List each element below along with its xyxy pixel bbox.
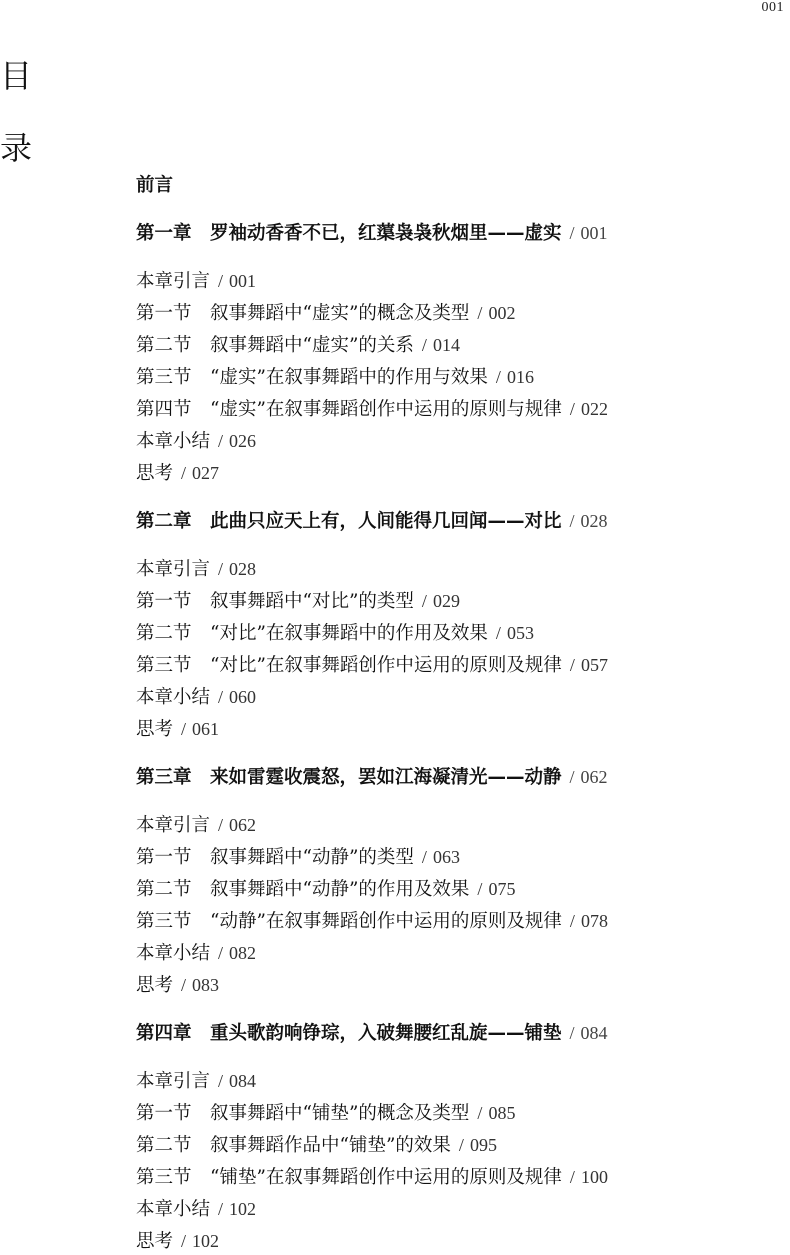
entry-title: 第一节 叙事舞蹈中“动静”的类型 [136, 847, 414, 868]
toc-entry[interactable] [136, 396, 608, 423]
toc-chapter-3[interactable] [136, 764, 608, 791]
page-ref: 102 [229, 1199, 257, 1219]
entry-title: 本章小结 [136, 431, 211, 452]
page-ref: 062 [580, 767, 608, 787]
page-ref: 016 [506, 367, 534, 387]
toc-entry[interactable] [136, 364, 534, 391]
toc-chapter-4[interactable] [136, 1020, 608, 1047]
page-ref: 102 [192, 1231, 220, 1251]
page-ref: 014 [432, 335, 460, 355]
entry-title: 第一节 叙事舞蹈中“铺垫”的概念及类型 [136, 1103, 470, 1124]
separator: / [218, 559, 224, 579]
entry-title: 思考 [136, 1231, 174, 1252]
toc-entry[interactable] [136, 876, 515, 903]
separator: / [421, 847, 427, 867]
separator: / [218, 1071, 224, 1091]
separator: / [458, 1135, 464, 1155]
chapter-title: 第四章 重头歌韵响铮琮，入破舞腰红乱旋——铺垫 [136, 1023, 562, 1044]
toc-heading-char-1: 目 [0, 57, 33, 95]
separator: / [218, 271, 224, 291]
separator: / [569, 511, 575, 531]
page-ref: 082 [229, 943, 257, 963]
page-ref: 002 [488, 303, 516, 323]
toc-entry[interactable] [136, 460, 219, 487]
toc-entry[interactable] [136, 812, 256, 839]
entry-title: 本章小结 [136, 1199, 211, 1220]
toc-entry[interactable] [136, 1100, 515, 1127]
toc-entry[interactable] [136, 652, 608, 679]
separator: / [569, 767, 575, 787]
page-ref: 095 [469, 1135, 497, 1155]
page-ref: 027 [192, 463, 220, 483]
separator: / [495, 623, 501, 643]
page-ref: 057 [580, 655, 608, 675]
separator: / [569, 399, 575, 419]
page-ref: 075 [488, 879, 516, 899]
entry-title: 本章引言 [136, 271, 211, 292]
toc-entry[interactable] [136, 940, 256, 967]
toc-entry[interactable] [136, 588, 460, 615]
separator: / [421, 335, 427, 355]
entry-title: 第四节 “虚实”在叙事舞蹈创作中运用的原则与规律 [136, 399, 562, 420]
page-ref: 061 [192, 719, 220, 739]
separator: / [218, 1199, 224, 1219]
page-ref: 028 [580, 511, 608, 531]
toc-entry[interactable] [136, 268, 256, 295]
toc-entry[interactable] [136, 972, 219, 999]
toc-entry[interactable] [136, 1132, 497, 1159]
toc-entry[interactable] [136, 300, 515, 327]
page-ref: 062 [229, 815, 257, 835]
page-ref: 063 [432, 847, 460, 867]
toc-entry[interactable] [136, 716, 219, 743]
separator: / [218, 431, 224, 451]
toc-entry[interactable] [136, 908, 608, 935]
entry-title: 第一节 叙事舞蹈中“对比”的类型 [136, 591, 414, 612]
entry-title: 第三节 “动静”在叙事舞蹈创作中运用的原则及规律 [136, 911, 562, 932]
separator: / [477, 879, 483, 899]
separator: / [218, 687, 224, 707]
entry-title: 思考 [136, 975, 174, 996]
toc-preface-title: 前言 [136, 175, 174, 196]
entry-title: 本章小结 [136, 943, 211, 964]
page-ref: 001 [229, 271, 257, 291]
toc-entry[interactable] [136, 1164, 608, 1191]
separator: / [181, 463, 187, 483]
entry-title: 第二节 叙事舞蹈作品中“铺垫”的效果 [136, 1135, 451, 1156]
toc-heading-char-2: 录 [0, 129, 33, 167]
entry-title: 第三节 “虚实”在叙事舞蹈中的作用与效果 [136, 367, 488, 388]
page-ref: 028 [229, 559, 257, 579]
page-ref: 029 [432, 591, 460, 611]
page-ref: 084 [580, 1023, 608, 1043]
separator: / [218, 943, 224, 963]
page-ref: 084 [229, 1071, 257, 1091]
separator: / [495, 367, 501, 387]
toc-preface[interactable] [136, 172, 173, 199]
toc-entry[interactable] [136, 332, 460, 359]
toc-entry[interactable] [136, 556, 256, 583]
page-ref: 078 [580, 911, 608, 931]
page-ref: 100 [580, 1167, 608, 1187]
toc-entry[interactable] [136, 620, 534, 647]
separator: / [181, 719, 187, 739]
entry-title: 第三节 “对比”在叙事舞蹈创作中运用的原则及规律 [136, 655, 562, 676]
chapter-title: 第二章 此曲只应天上有，人间能得几回闻——对比 [136, 511, 562, 532]
page-ref: 001 [580, 223, 608, 243]
separator: / [569, 223, 575, 243]
page-ref: 083 [192, 975, 220, 995]
separator: / [421, 591, 427, 611]
separator: / [181, 975, 187, 995]
page-number: 001 [761, 0, 784, 15]
entry-title: 本章引言 [136, 559, 211, 580]
page-ref: 085 [488, 1103, 516, 1123]
entry-title: 思考 [136, 463, 174, 484]
separator: / [569, 1023, 575, 1043]
toc-entry[interactable] [136, 844, 460, 871]
separator: / [477, 1103, 483, 1123]
page-ref: 026 [229, 431, 257, 451]
toc-chapter-1[interactable] [136, 220, 608, 247]
chapter-title: 第一章 罗袖动香香不已，红蕖袅袅秋烟里——虚实 [136, 223, 562, 244]
separator: / [569, 1167, 575, 1187]
entry-title: 本章小结 [136, 687, 211, 708]
entry-title: 第二节 “对比”在叙事舞蹈中的作用及效果 [136, 623, 488, 644]
entry-title: 思考 [136, 719, 174, 740]
entry-title: 第一节 叙事舞蹈中“虚实”的概念及类型 [136, 303, 470, 324]
entry-title: 第二节 叙事舞蹈中“虚实”的关系 [136, 335, 414, 356]
entry-title: 第三节 “铺垫”在叙事舞蹈创作中运用的原则及规律 [136, 1167, 562, 1188]
page-ref: 060 [229, 687, 257, 707]
separator: / [181, 1231, 187, 1251]
page-ref: 022 [580, 399, 608, 419]
separator: / [477, 303, 483, 323]
separator: / [218, 815, 224, 835]
toc-entry[interactable] [136, 1196, 256, 1223]
entry-title: 本章引言 [136, 815, 211, 836]
separator: / [569, 911, 575, 931]
entry-title: 第二节 叙事舞蹈中“动静”的作用及效果 [136, 879, 470, 900]
chapter-title: 第三章 来如雷霆收震怒，罢如江海凝清光——动静 [136, 767, 562, 788]
entry-title: 本章引言 [136, 1071, 211, 1092]
toc-entry[interactable] [136, 428, 256, 455]
toc-entry[interactable] [136, 1068, 256, 1095]
separator: / [569, 655, 575, 675]
toc-entry[interactable] [136, 1228, 219, 1255]
page-ref: 053 [506, 623, 534, 643]
toc-chapter-2[interactable] [136, 508, 608, 535]
toc-heading [0, 56, 40, 168]
toc-entry[interactable] [136, 684, 256, 711]
